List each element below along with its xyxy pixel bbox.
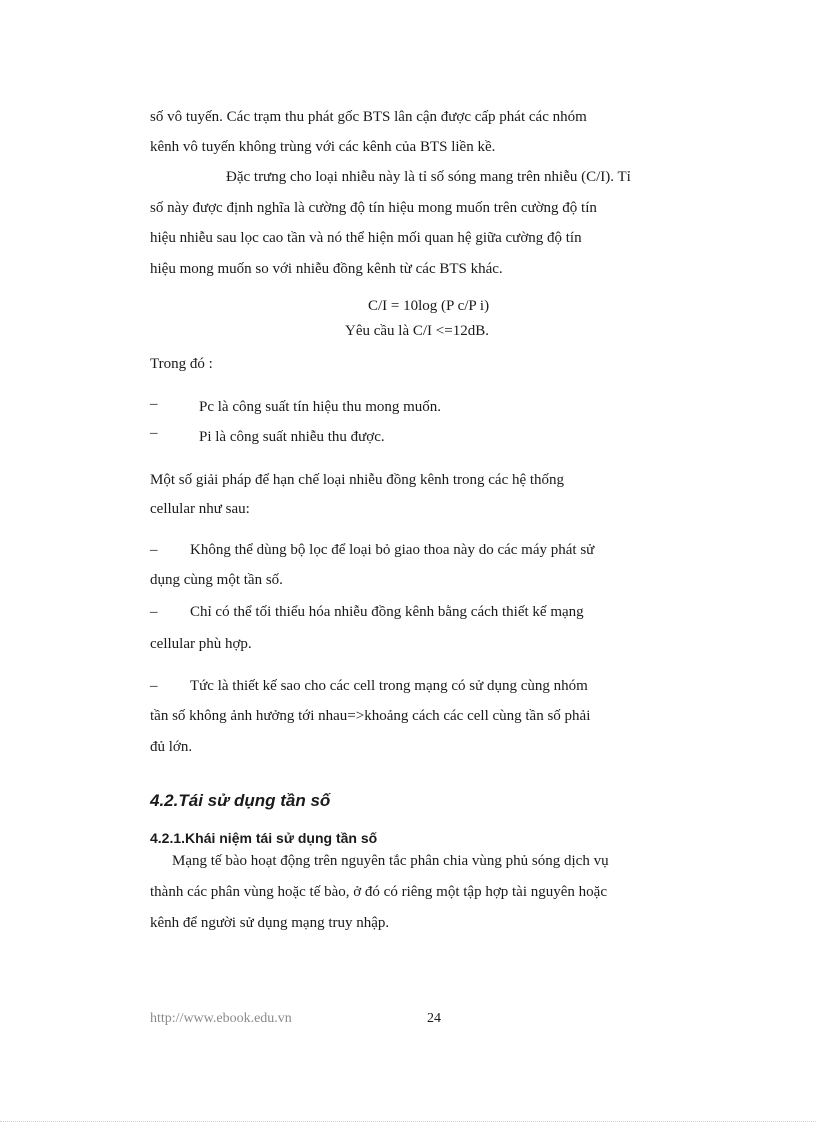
- paragraph-line: số này được định nghĩa là cường độ tín hiệu mong muốn trên cường độ tín: [150, 200, 597, 216]
- footer-url: http://www.ebook.edu.vn: [150, 1011, 292, 1026]
- bullet-line: Tức là thiết kế sao cho các cell trong mạng có sử dụng cùng nhóm: [190, 678, 588, 694]
- bullet-dash: –: [150, 604, 158, 620]
- bullet-line: Chỉ có thể tối thiểu hóa nhiễu đồng kênh bằng cách thiết kế mạng: [190, 604, 584, 620]
- paragraph-line: Một số giải pháp để hạn chế loại nhiễu đồng kênh trong các hệ thống: [150, 472, 565, 488]
- bullet-line: cellular phù hợp.: [150, 636, 252, 652]
- definition-item: Pc là công suất tín hiệu thu mong muốn.: [199, 399, 442, 415]
- bullet-line: đủ lớn.: [150, 739, 193, 755]
- bullet-line: dụng cùng một tần số.: [150, 572, 283, 588]
- where-label: Trong đó :: [150, 356, 213, 372]
- definition-item: Pi là công suất nhiễu thu được.: [199, 429, 385, 445]
- paragraph-line: kênh để người sử dụng mạng truy nhập.: [150, 915, 390, 931]
- subsection-heading: 4.2.1.Khái niệm tái sử dụng tần số: [150, 830, 378, 846]
- bullet-dash: –: [150, 425, 158, 441]
- paragraph-line: số vô tuyến. Các trạm thu phát gốc BTS lân cận được cấp phát các nhóm: [150, 109, 587, 125]
- section-heading: 4.2.Tái sử dụng tần số: [150, 791, 331, 810]
- paragraph-line: thành các phân vùng hoặc tế bào, ở đó có riêng một tập hợp tài nguyên hoặc: [150, 884, 607, 900]
- requirement: Yêu cầu là C/I <=12dB.: [345, 323, 489, 339]
- bullet-dash: –: [150, 542, 158, 558]
- page-bottom-divider: [0, 1121, 816, 1122]
- bullet-line: tần số không ảnh hưởng tới nhau=>khoảng cách các cell cùng tần số phải: [150, 708, 591, 724]
- paragraph-line: cellular như sau:: [150, 501, 250, 517]
- formula: C/I = 10log (P c/P i): [368, 298, 490, 314]
- paragraph-line: Đặc trưng cho loại nhiễu này là tỉ số sóng mang trên nhiễu (C/I). Tỉ: [226, 169, 631, 185]
- page-number: 24: [427, 1011, 441, 1026]
- paragraph-line: hiệu mong muốn so với nhiễu đồng kênh từ các BTS khác.: [150, 261, 503, 277]
- bullet-line: Không thể dùng bộ lọc để loại bỏ giao thoa này do các máy phát sử: [190, 542, 595, 558]
- bullet-dash: –: [150, 678, 158, 694]
- paragraph-line: kênh vô tuyến không trùng với các kênh của BTS liền kề.: [150, 139, 496, 155]
- bullet-dash: –: [150, 396, 158, 412]
- paragraph-line: hiệu nhiễu sau lọc cao tần và nó thể hiện mối quan hệ giữa cường độ tín: [150, 230, 582, 246]
- paragraph-line: Mạng tế bào hoạt động trên nguyên tắc phân chia vùng phủ sóng dịch vụ: [172, 853, 609, 869]
